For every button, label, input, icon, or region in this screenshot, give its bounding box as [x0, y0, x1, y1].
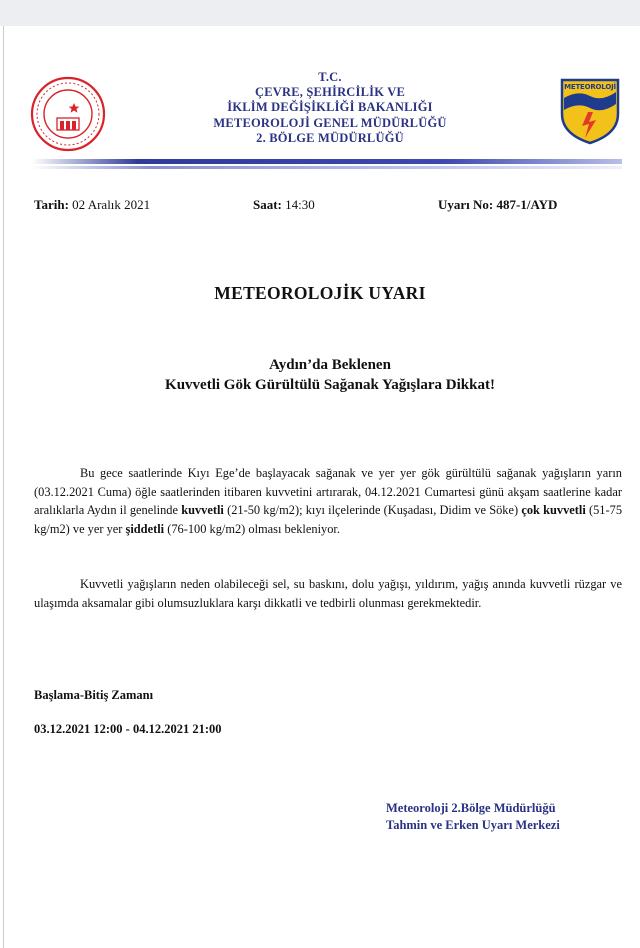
paragraph-text: (76-100 kg/m2) olması bekleniyor. [164, 521, 340, 536]
intensity-siddetli: şiddetli [125, 521, 165, 536]
ministry-seal-icon [30, 76, 106, 152]
paragraph-text: Bu gece saatlerinde Kıyı Ege’de başlayacak sağanak ve yer yer gök gürültülü sağanak yağışların yarın (03.12.2021 Cuma) öğle saatlerinden itibaren kuvvetini artırarak, 04.12.2021 Cumartesi günü akşam saatlerine kadar aralıklarla Aydın il genelinde [34, 466, 622, 517]
warning-number-label: Uyarı No: [438, 197, 494, 212]
signature-line-1: Meteoroloji 2.Bölge Müdürlüğü [386, 801, 556, 815]
date-field [34, 197, 150, 213]
institution-header [150, 70, 510, 146]
document-title: METEOROLOJİK UYARI [214, 283, 426, 303]
subtitle-line-2: Kuvvetli Gök Gürültülü Sağanak Yağışlara Dikkat! [165, 377, 495, 393]
date-value: 02 Aralık 2021 [72, 197, 151, 212]
header-line-region: 2. BÖLGE MÜDÜRLÜĞÜ [256, 130, 404, 145]
header-line-directorate: METEOROLOJİ GENEL MÜDÜRLÜĞÜ [213, 115, 447, 130]
warning-subtitle [0, 355, 640, 395]
time-field [253, 197, 315, 213]
header-line-tc: T.C. [318, 70, 342, 84]
header-divider-thin [32, 166, 622, 169]
paragraph-text: (21-50 kg/m2); kıyı ilçelerinde (Kuşadası, Didim ve Söke) [223, 503, 522, 517]
warning-paragraph-2: Kuvvetli yağışların neden olabileceği sel, su baskını, dolu yağışı, yıldırım, yağış anında kuvvetli rüzgar ve ulaşımda aksamalar gibi olumsuzluklara karşı dikkatli ve tedbirli olunması gerekmektedir. [34, 577, 622, 610]
paragraph-text: (51-75 kg/m2) ve yer yer [34, 503, 623, 536]
time-value: 14:30 [285, 197, 315, 212]
header-line-ministry-1: ÇEVRE, ŞEHİRCİLİK VE [255, 85, 405, 100]
date-label: Tarih: [34, 197, 69, 212]
warning-number-value: 487-1/AYD [496, 197, 558, 212]
top-bar [0, 0, 640, 26]
intensity-cok-kuvvetli: çok kuvvetli [521, 503, 586, 517]
warning-number-field [438, 197, 557, 213]
validity-range: 03.12.2021 12:00 - 04.12.2021 21:00 [34, 722, 222, 736]
header-line-ministry-2: İKLİM DEĞİŞİKLİĞİ BAKANLIĞI [227, 100, 433, 115]
time-label: Saat: [253, 197, 282, 212]
warning-paragraph-1 [34, 464, 622, 538]
signature-line-2: Tahmin ve Erken Uyarı Merkezi [386, 818, 560, 832]
subtitle-line-1: Aydın’da Beklenen [269, 357, 391, 373]
logo-text: METEOROLOJİ [564, 83, 616, 91]
intensity-kuvvetli: kuvvetli [181, 503, 224, 517]
meteoroloji-logo [558, 76, 622, 146]
validity-label: Başlama-Bitiş Zamanı [34, 688, 154, 702]
signature-block [386, 800, 560, 834]
page-edge [3, 26, 4, 948]
header-divider [32, 159, 622, 164]
